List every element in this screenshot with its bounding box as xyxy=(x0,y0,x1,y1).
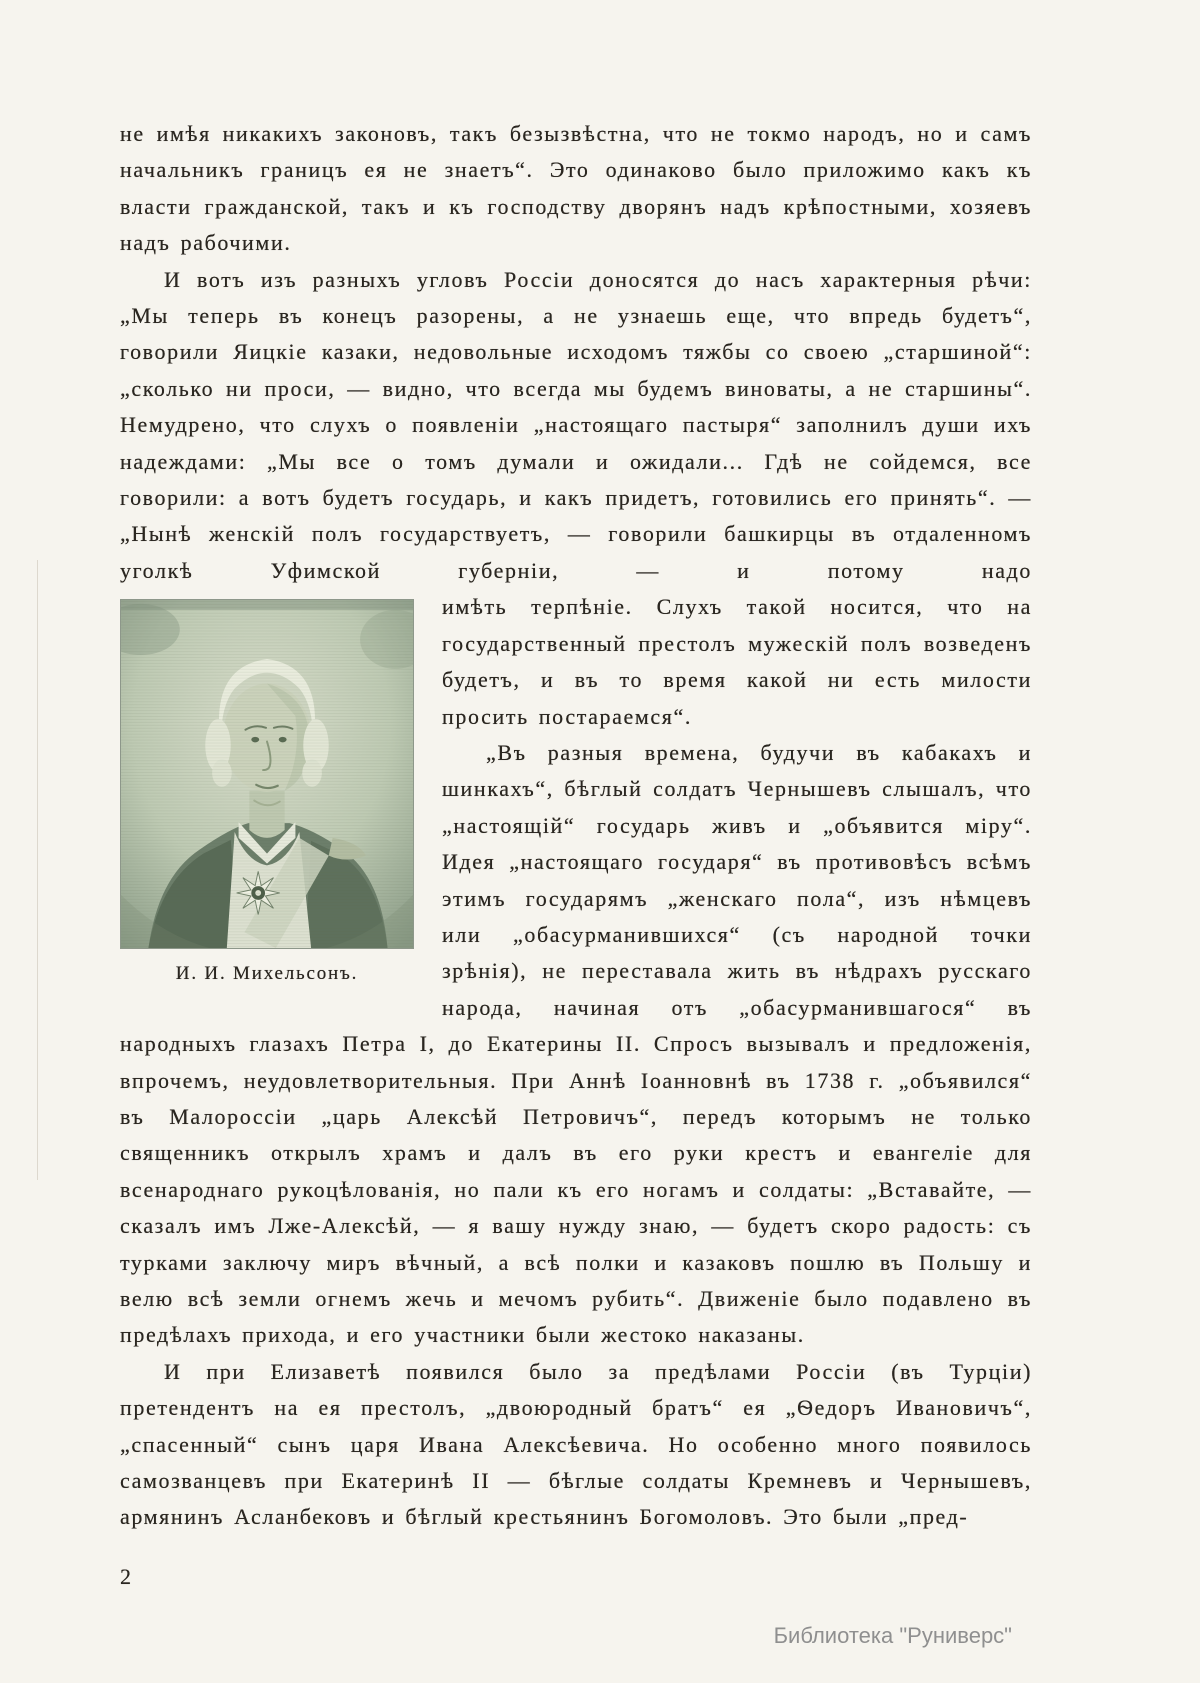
paragraph-folk-speeches-continued: имѣть терпѣніе. Слухъ такой носится, что на государственный престолъ мужескій полъ возведенъ будетъ, и въ то время какой ни есть милости просить постараемся“. xyxy=(442,594,1032,729)
paragraph-elizaveta-pretenders: И при Елизаветѣ появился было за предѣлами Россіи (въ Турціи) претендентъ на ея престолъ, „двоюродный братъ“ ея „Ѳедоръ Ивановичъ“, „спасенный“ сынъ царя Ивана Алексѣевича. Но особенно много появилось самозванцевъ при Екатеринѣ II — бѣглые солдаты Кремневъ и Чернышевъ, армянинъ Асланбековъ и бѣглый крестьянинъ Богомоловъ. Это были „пред- xyxy=(120,1358,1032,1530)
paragraph-chernyshev-pretenders: „Въ разныя времена, будучи въ кабакахъ и шинкахъ“, бѣглый солдатъ Чернышевъ слышалъ, что „настоящій“ государь живъ и „объявится міру“. Идея „настоящаго государя“ въ противовѣсъ всѣмъ этимъ государямъ „женскаго пола“, изъ нѣмцевъ или „обасурманившихся“ (съ народной точки зрѣнія), не переставала жить въ нѣдрахъ русскаго народа, начиная отъ „обасурманившагося“ въ народныхъ глазахъ Петра I, до Екатерины II. Спросъ вызывалъ и предложенія, впрочемъ, неудовлетворительныя. При Аннѣ Іоанновнѣ въ 1738 г. „объявился“ въ Малороссіи „царь Алексѣй Петровичъ“, передъ которымъ не только священникъ открылъ храмъ и далъ въ его руки крестъ и евангеліе для всенароднаго рукоцѣлованія, но пали къ его ногамъ и солдаты: „Вставайте, — сказалъ имъ Лже-Алексѣй, — я вашу нужду знаю, — будетъ скоро радость: съ турками заключу миръ вѣчный, а всѣ полки и казаковъ пошлю въ Польшу и велю всѣ земли огнемъ жечь и мечомъ рубить“. Движеніе было подавлено въ предѣлахъ прихода, и его участники были жестоко наказаны. xyxy=(120,739,1032,1348)
portrait-caption: И. И. Михельсонъ. xyxy=(175,963,359,985)
book-page xyxy=(120,116,1032,1590)
page-gutter-shadow xyxy=(37,560,38,1180)
portrait-engraving xyxy=(120,599,414,949)
paragraph-folk-speeches-start: И вотъ изъ разныхъ угловъ Россіи доносятся до насъ характерныя рѣчи: „Мы теперь въ конецъ разорены, а не узнаешь еще, что впредь будетъ“, говорили Яицкіе казаки, недовольные исходомъ тяжбы со своею „старшиной“: „сколько ни проси, — видно, что всегда мы будемъ виноваты, а не старшины“. Немудрено, что слухъ о появленіи „настоящаго пастыря“ заполнилъ души ихъ надеждами: „Мы все о томъ думали и ожидали... Гдѣ не сойдемся, все говорили: а вотъ будетъ государь, и какъ придетъ, готовились его принять“. — „Нынѣ женскій полъ государствуетъ, — говорили башкирцы въ отдаленномъ уголкѣ Уфимской губерніи, — и потому надо xyxy=(120,266,1032,583)
portrait-figure xyxy=(120,599,414,985)
page-number: 2 xyxy=(120,1563,131,1589)
paragraph-continuation-from-previous-page: не имѣя никакихъ законовъ, такъ безызвѣстна, что не токмо народъ, но и самъ начальникъ границъ ея не знаетъ“. Это одинаково было приложимо какъ къ власти гражданской, такъ и къ господству дворянъ надъ крѣпостными, хозяевъ надъ рабочими. xyxy=(120,121,1032,256)
library-watermark: Библиотека "Руниверс" xyxy=(773,1623,1012,1648)
